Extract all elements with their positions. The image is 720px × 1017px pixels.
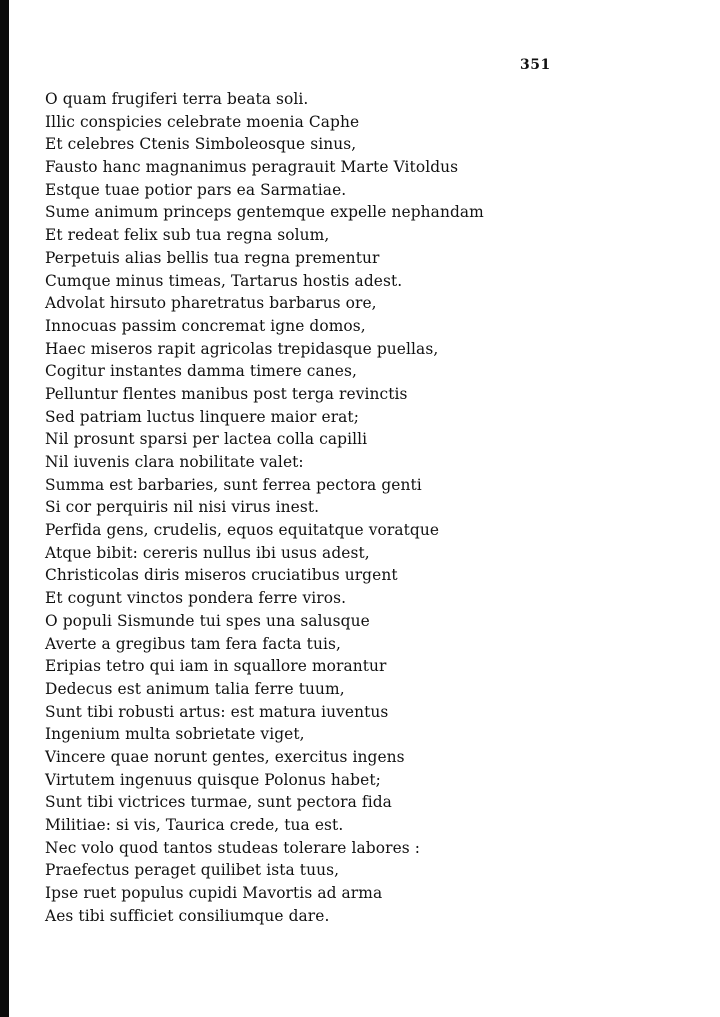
- poem-line: O populi Sismunde tui spes una salusque: [45, 611, 370, 630]
- poem-line: Pelluntur flentes manibus post terga revinctis: [45, 384, 408, 403]
- poem-line: Et celebres Ctenis Simboleosque sinus,: [45, 135, 357, 154]
- poem-line: Militiae: si vis, Taurica crede, tua est.: [45, 816, 344, 834]
- poem-line: Sunt tibi victrices turmae, sunt pectora fida: [45, 793, 392, 812]
- poem-line: Et redeat felix sub tua regna solum,: [45, 226, 330, 245]
- poem-line: Cumque minus timeas, Tartarus hostis adest.: [45, 271, 403, 290]
- poem-line: Dedecus est animum talia ferre tuum,: [45, 679, 345, 698]
- poem-line: Innocuas passim concremat igne domos,: [45, 316, 366, 335]
- poem-line: Sed patriam luctus linquere maior erat;: [45, 407, 359, 426]
- poem-line: Cogitur instantes damma timere canes,: [45, 362, 358, 381]
- poem-line: Ipse ruet populus cupidi Mavortis ad arma: [45, 884, 383, 903]
- poem-line: Nil iuvenis clara nobilitate valet:: [45, 453, 304, 471]
- poem-line: Si cor perquiris nil nisi virus inest.: [45, 498, 320, 517]
- poem-line: Vincere quae norunt gentes, exercitus ingens: [45, 747, 405, 766]
- scan-border: [0, 0, 9, 1017]
- poem-line: Perfida gens, crudelis, equos equitatque voratque: [45, 521, 440, 540]
- poem-line: Praefectus peraget quilibet ista tuus,: [45, 861, 340, 880]
- poem-line: Fausto hanc magnanimus peragrauit Marte Vitoldus: [45, 158, 459, 177]
- poem-line: Eripias tetro qui iam in squallore morantur: [45, 657, 387, 676]
- poem-line: Summa est barbaries, sunt ferrea pectora genti: [45, 475, 422, 494]
- poem-line: Averte a gregibus tam fera facta tuis,: [45, 634, 341, 653]
- poem-line: Advolat hirsuto pharetratus barbarus ore,: [45, 294, 377, 313]
- poem-line: Nec volo quod tantos studeas tolerare labores :: [45, 838, 421, 857]
- poem-line: Ingenium multa sobrietate viget,: [45, 725, 305, 744]
- poem-line: Sunt tibi robusti artus: est matura iuventus: [45, 702, 389, 721]
- poem-line: Sume animum princeps gentemque expelle nephandam: [45, 203, 484, 222]
- poem-line: Atque bibit: cereris nullus ibi usus adest,: [45, 543, 370, 562]
- poem-line: Estque tuae potior pars ea Sarmatiae.: [45, 180, 347, 199]
- poem-text: [45, 88, 685, 927]
- page-number: 351: [520, 57, 551, 73]
- poem-line: Perpetuis alias bellis tua regna prementur: [45, 248, 380, 267]
- poem-line: Christicolas diris miseros cruciatibus urgent: [45, 566, 398, 585]
- poem-line: O quam frugiferi terra beata soli.: [45, 90, 309, 108]
- poem-line: Et cogunt vinctos pondera ferre viros.: [45, 589, 347, 608]
- poem-line: Illic conspicies celebrate moenia Caphe: [45, 112, 360, 131]
- poem-line: Haec miseros rapit agricolas trepidasque puellas,: [45, 339, 439, 358]
- poem-line: Aes tibi sufficiet consiliumque dare.: [45, 906, 330, 925]
- poem-line: Virtutem ingenuus quisque Polonus habet;: [45, 770, 381, 789]
- poem-line: Nil prosunt sparsi per lactea colla capilli: [45, 430, 368, 449]
